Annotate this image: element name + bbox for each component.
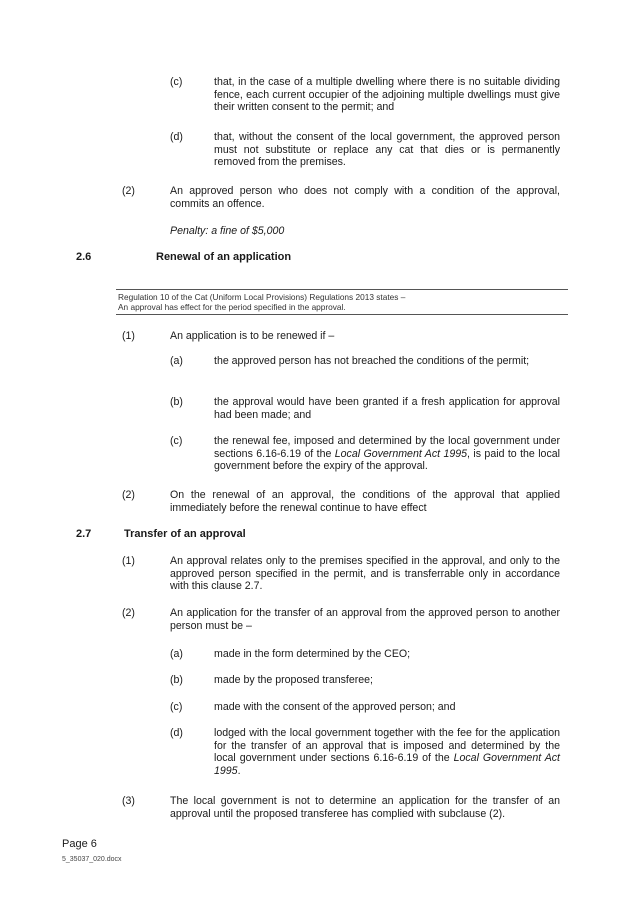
subclause-text-2-6-2: On the renewal of an approval, the conditions of the approval that applied immediately before the renewal continue to have effect (170, 489, 560, 514)
item-text-2-6-c (214, 435, 560, 473)
item-label-d: (d) (170, 131, 183, 143)
item-label-c: (c) (170, 76, 183, 88)
subclause-text-2-7-3: The local government is not to determine an application for the transfer of an approval until the proposed transferee has complied with subclause (2). (170, 795, 560, 820)
section-number-2-6: 2.6 (76, 251, 92, 263)
item-text-2-7-d-part1: lodged with the local government together with the fee for the application for the transfer of an approval that is imposed and determined by the local government under sections 6.16-6.19 of the (214, 727, 560, 765)
item-label-2-6-b: (b) (170, 396, 183, 408)
item-text-2-7-b: made by the proposed transferee; (214, 674, 374, 686)
item-text-2-7-d-part2: . (237, 764, 241, 777)
subclause-text-2-6-1: An application is to be renewed if – (170, 330, 335, 342)
regulation-quote-line-2: An approval has effect for the period specified in the approval. (118, 302, 346, 312)
act-name: Local Government Act 1995 (214, 752, 560, 777)
item-text-c: that, in the case of a multiple dwelling where there is no suitable dividing fence, each current occupier of the adjoining multiple dwellings must give their written consent to the permit; and (214, 76, 560, 114)
subclause-text-2-7-2: An application for the transfer of an approval from the approved person to another person must be – (170, 607, 560, 632)
subclause-label-2-6-2: (2) (122, 489, 135, 501)
item-text-2-7-c: made with the consent of the approved person; and (214, 701, 456, 713)
item-label-2-7-b: (b) (170, 674, 183, 686)
subclause-label-2-6-1: (1) (122, 330, 135, 342)
subclause-text-2: An approved person who does not comply with a condition of the approval, commits an offence. (170, 185, 560, 210)
item-label-2-7-a: (a) (170, 648, 183, 660)
subclause-label-2-7-3: (3) (122, 795, 135, 807)
item-text-2-6-c-part1: the renewal fee, imposed and determined by the local government under sections 6.16-6.19 of the (214, 435, 560, 460)
file-reference: 5_35037_020.docx (62, 856, 122, 863)
item-label-2-6-a: (a) (170, 355, 183, 367)
item-label-2-6-c: (c) (170, 435, 183, 447)
regulation-quote-box (116, 289, 568, 315)
item-label-2-7-c: (c) (170, 701, 183, 713)
subclause-label-2: (2) (122, 185, 135, 197)
item-text-d: that, without the consent of the local government, the approved person must not substitute or replace any cat that dies or is permanently removed from the premises. (214, 131, 560, 169)
section-number-2-7: 2.7 (76, 528, 92, 540)
item-text-2-6-a: the approved person has not breached the conditions of the permit; (214, 355, 530, 367)
item-label-2-7-d: (d) (170, 727, 183, 739)
section-title-2-6: Renewal of an application (156, 251, 292, 263)
item-text-2-6-b: the approval would have been granted if a fresh application for approval had been made; and (214, 396, 560, 421)
penalty-text: Penalty: a fine of $5,000 (170, 225, 285, 237)
act-name: Local Government Act 1995 (334, 447, 468, 460)
regulation-quote-line-1: Regulation 10 of the Cat (Uniform Local Provisions) Regulations 2013 states – (118, 292, 406, 302)
section-title-2-7: Transfer of an approval (124, 528, 246, 540)
item-text-2-6-c-part2: , is paid to the local government before the expiry of the approval. (214, 447, 560, 473)
subclause-label-2-7-1: (1) (122, 555, 135, 567)
subclause-label-2-7-2: (2) (122, 607, 135, 619)
item-text-2-7-a: made in the form determined by the CEO; (214, 648, 411, 660)
page-number: Page 6 (62, 838, 97, 850)
subclause-text-2-7-1: An approval relates only to the premises specified in the approval, and only to the approved person specified in the permit, and is transferrable only in accordance with this clause 2.7. (170, 555, 560, 593)
item-text-2-7-d (214, 727, 560, 777)
